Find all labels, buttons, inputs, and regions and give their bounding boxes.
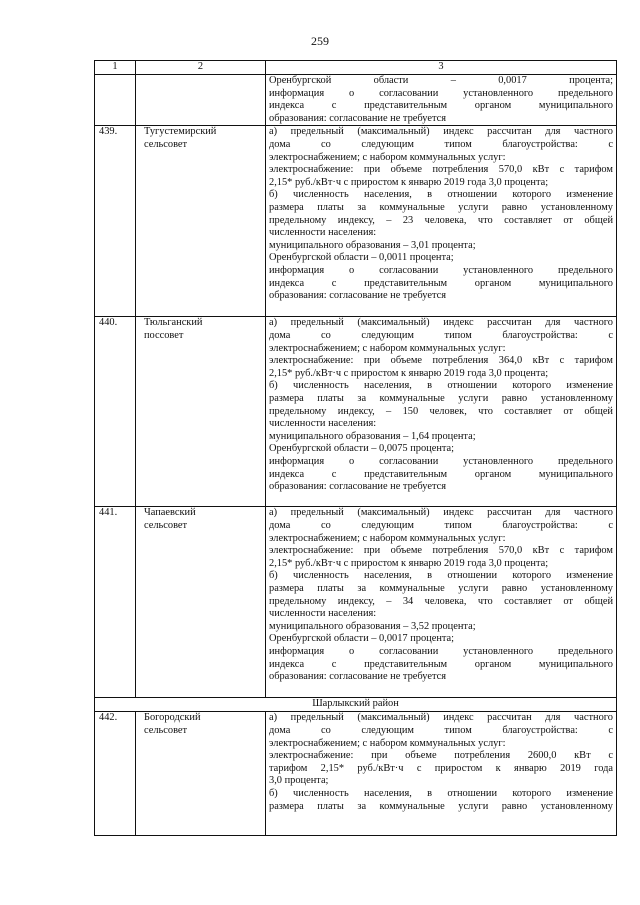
text-line: 3,0 процента;: [269, 775, 329, 787]
text-line: электроснабжение: при объеме потребления 364,0 кВт с тарифом: [269, 355, 613, 367]
table-row-439: [95, 126, 617, 317]
table-row-442: [95, 712, 617, 836]
text-line: образования: согласование не требуется: [269, 671, 447, 683]
text-line: электроснабжением; с набором коммунальных услуг:: [269, 532, 506, 544]
text-line: информация о согласовании установленного предельного: [269, 455, 613, 467]
municipality-cell: [136, 75, 266, 126]
text-line: Оренбургской области – 0,0017 процента;: [269, 75, 613, 86]
row-number-cell: [95, 75, 136, 126]
municipality-name: Богородский: [144, 712, 201, 724]
description-cell: [266, 712, 617, 836]
municipality-type: сельсовет: [144, 519, 188, 531]
text-line: размера платы за коммунальные услуги равно установленному: [269, 201, 613, 213]
row-number-cell: 439.: [95, 126, 136, 317]
municipality-name: Тюльганский: [144, 317, 203, 329]
header-col-2: 2: [136, 61, 266, 75]
municipality-name: Тугустемирский: [144, 126, 217, 138]
text-line: дома со следующим типом благоустройства: с: [269, 329, 613, 341]
text-line: предельному индексу, – 23 человека, что составляет от общей: [269, 214, 613, 226]
text-line: Оренбургской области – 0,0075 процента;: [269, 443, 455, 455]
text-line: размера платы за коммунальные услуги равно установленному: [269, 582, 613, 594]
text-line: предельному индексу, – 150 человек, что составляет от общей: [269, 405, 613, 417]
text-line: б) численность населения, в отношении которого изменение: [269, 189, 613, 201]
text-line: индекса с представительным органом муниципального: [269, 277, 613, 289]
header-col-1: 1: [95, 61, 136, 75]
text-line: электроснабжение: при объеме потребления 570,0 кВт с тарифом: [269, 545, 613, 557]
text-line: образования: согласование не требуется: [269, 112, 447, 124]
table-row-continuation: [95, 75, 617, 126]
text-line: б) численность населения, в отношении которого изменение: [269, 380, 613, 392]
text-line: 2,15* руб./кВт·ч с приростом к январю 2019 года 3,0 процента;: [269, 367, 549, 379]
text-line: образования: согласование не требуется: [269, 290, 447, 302]
page-number: 259: [311, 34, 329, 48]
text-line: дома со следующим типом благоустройства: с: [269, 724, 613, 736]
text-line: муниципального образования – 3,01 процента;: [269, 239, 476, 251]
header-col-3: 3: [266, 61, 617, 75]
text-line: б) численность населения, в отношении которого изменение: [269, 570, 613, 582]
text-line: индекса с представительным органом муниципального: [269, 468, 613, 480]
description-cell: [266, 126, 617, 317]
description-cell: [266, 75, 617, 126]
text-line: тарифом 2,15* руб./кВт·ч с приростом к январю 2019 года: [269, 762, 613, 774]
description-cell: [266, 317, 617, 507]
row-number-cell: 441.: [95, 507, 136, 698]
text-line: численности населения:: [269, 227, 377, 239]
municipality-name: Чапаевский: [144, 507, 196, 519]
text-line: а) предельный (максимальный) индекс рассчитан для частного: [269, 126, 613, 138]
municipality-cell: [136, 712, 266, 836]
text-line: информация о согласовании установленного предельного: [269, 645, 613, 657]
text-line: электроснабжение: при объеме потребления 2600,0 кВт с: [269, 750, 613, 762]
text-line: образования: согласование не требуется: [269, 481, 447, 493]
text-line: 2,15* руб./кВт·ч с приростом к январю 2019 года 3,0 процента;: [269, 557, 549, 569]
text-line: электроснабжением; с набором коммунальных услуг:: [269, 342, 506, 354]
municipality-type: сельсовет: [144, 138, 188, 150]
text-line: численности населения:: [269, 608, 377, 620]
row-number-cell: 442.: [95, 712, 136, 836]
text-line: а) предельный (максимальный) индекс рассчитан для частного: [269, 712, 613, 724]
row-number-cell: 440.: [95, 317, 136, 507]
tariff-index-table: [94, 60, 617, 836]
text-line: б) численность населения, в отношении которого изменение: [269, 787, 613, 799]
text-line: информация о согласовании установленного предельного: [269, 264, 613, 276]
text-line: Оренбургской области – 0,0017 процента;: [269, 633, 455, 645]
municipality-cell: [136, 317, 266, 507]
text-line: индекса с представительным органом муниципального: [269, 658, 613, 670]
municipality-type: сельсовет: [144, 724, 188, 736]
text-line: размера платы за коммунальные услуги равно установленному: [269, 800, 613, 812]
text-line: информация о согласовании установленного предельного: [269, 87, 613, 99]
description-cell: [266, 507, 617, 698]
district-heading: Шарлыкский район: [95, 698, 617, 712]
municipality-cell: [136, 126, 266, 317]
table-row-441: [95, 507, 617, 698]
table-header-row: [95, 61, 617, 75]
text-line: муниципального образования – 1,64 процента;: [269, 430, 476, 442]
text-line: а) предельный (максимальный) индекс рассчитан для частного: [269, 507, 613, 519]
text-line: дома со следующим типом благоустройства: с: [269, 138, 613, 150]
text-line: размера платы за коммунальные услуги равно установленному: [269, 392, 613, 404]
municipality-type: поссовет: [144, 329, 184, 341]
municipality-cell: [136, 507, 266, 698]
text-line: электроснабжение: при объеме потребления 570,0 кВт с тарифом: [269, 164, 613, 176]
district-heading-row: [95, 698, 617, 712]
text-line: предельному индексу, – 34 человека, что составляет от общей: [269, 595, 613, 607]
text-line: Оренбургской области – 0,0011 процента;: [269, 252, 454, 264]
text-line: индекса с представительным органом муниципального: [269, 100, 613, 112]
text-line: численности населения:: [269, 418, 377, 430]
text-line: электроснабжением; с набором коммунальных услуг:: [269, 737, 506, 749]
text-line: электроснабжением; с набором коммунальных услуг:: [269, 151, 506, 163]
text-line: 2,15* руб./кВт·ч с приростом к январю 2019 года 3,0 процента;: [269, 176, 549, 188]
text-line: дома со следующим типом благоустройства: с: [269, 519, 613, 531]
text-line: а) предельный (максимальный) индекс рассчитан для частного: [269, 317, 613, 329]
table-row-440: [95, 317, 617, 507]
text-line: муниципального образования – 3,52 процента;: [269, 620, 476, 632]
